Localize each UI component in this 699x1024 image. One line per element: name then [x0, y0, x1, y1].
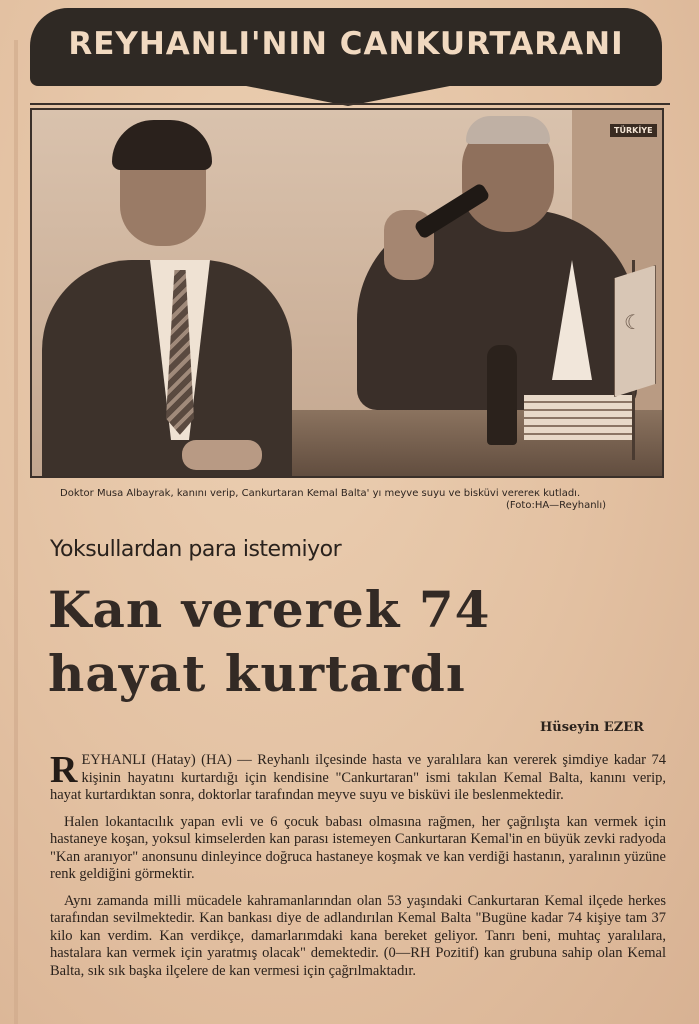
photo-caption: Doktor Musa Albayrak, kanını verip, Cankurtaran Kemal Balta' yı meyve suyu ve bisküvi verereк kutladı.	[60, 488, 581, 499]
fold-line	[14, 40, 18, 1024]
photo-badge: TÜRKİYE	[610, 124, 657, 137]
doctor-hair	[112, 120, 212, 170]
article-author: Hüseyin EZER	[540, 720, 644, 735]
top-rule	[30, 103, 670, 105]
news-photo	[30, 108, 664, 478]
cankurtaran-hair	[466, 116, 550, 144]
flag-star-icon: ☾	[624, 310, 642, 334]
desk-books	[524, 395, 634, 440]
doctor-hand	[182, 440, 262, 470]
article-headline: Kan vererek 74 hayat kurtardı	[48, 580, 491, 703]
article-body	[50, 749, 666, 989]
desk-bottle	[487, 345, 517, 445]
article-kicker: Yoksullardan para istemiyor	[50, 537, 342, 562]
article-paragraph-3: Aynı zamanda milli mücadele kahramanlarından olan 53 yaşındaki Cankurtaran Kemal ilçede herkes tarafından sevilmektedir. Kan bankası diye de adlandırılan Kemal Balta "Bugüne kadar 74 kişiye tam 37 kilo kan verdim. Kan verdikçe, damarlarımdaki kana bereket geliyor. Tanrı beni, muhtaç yaralılara, hastalara kan vermek için yaratmış olacak" demektedir. (0—RH Pozitif) kan grubuna sahip olan Kemal Balta, sık sık başka ilçelere de kan vermesi için çağrılmaktadır.	[50, 892, 666, 979]
article-paragraph-1	[50, 749, 666, 805]
photo-credit: (Foto:HA—Reyhanlı)	[506, 500, 607, 511]
banner-title: REYHANLI'NIN CANKURTARANI	[68, 26, 624, 62]
drop-cap: R	[50, 749, 78, 791]
article-paragraph-2: Halen lokantacılık yapan evli ve 6 çocuk babası olmasına rağmen, her çağrılışta kan vermek için hastaneye koşan, yoksul kimselerden kan parası istemeyen Cankurtaran Kemal'in en büyük zevki radyoda "Kan aranıyor" anonsunu dinleyince doğruca hastaneye koşmak ve kan verdiği hastanın, yaralının yüzüne renk geldiğini görmektir.	[50, 813, 666, 882]
paragraph-1-text: EYHANLI (Hatay) (HA) — Reyhanlı ilçesinde hasta ve yaralılara kan vererek şimdiye kadar 74 kişinin hayatını kurtardığı için kendisine "Cankurtaran" ismi takılan Kemal Balta, kanını verip, hayat kurtardıktan sonra, doktorlar tarafından meyve suyu ve bisküvi ile beslenmektedir.	[50, 752, 666, 803]
